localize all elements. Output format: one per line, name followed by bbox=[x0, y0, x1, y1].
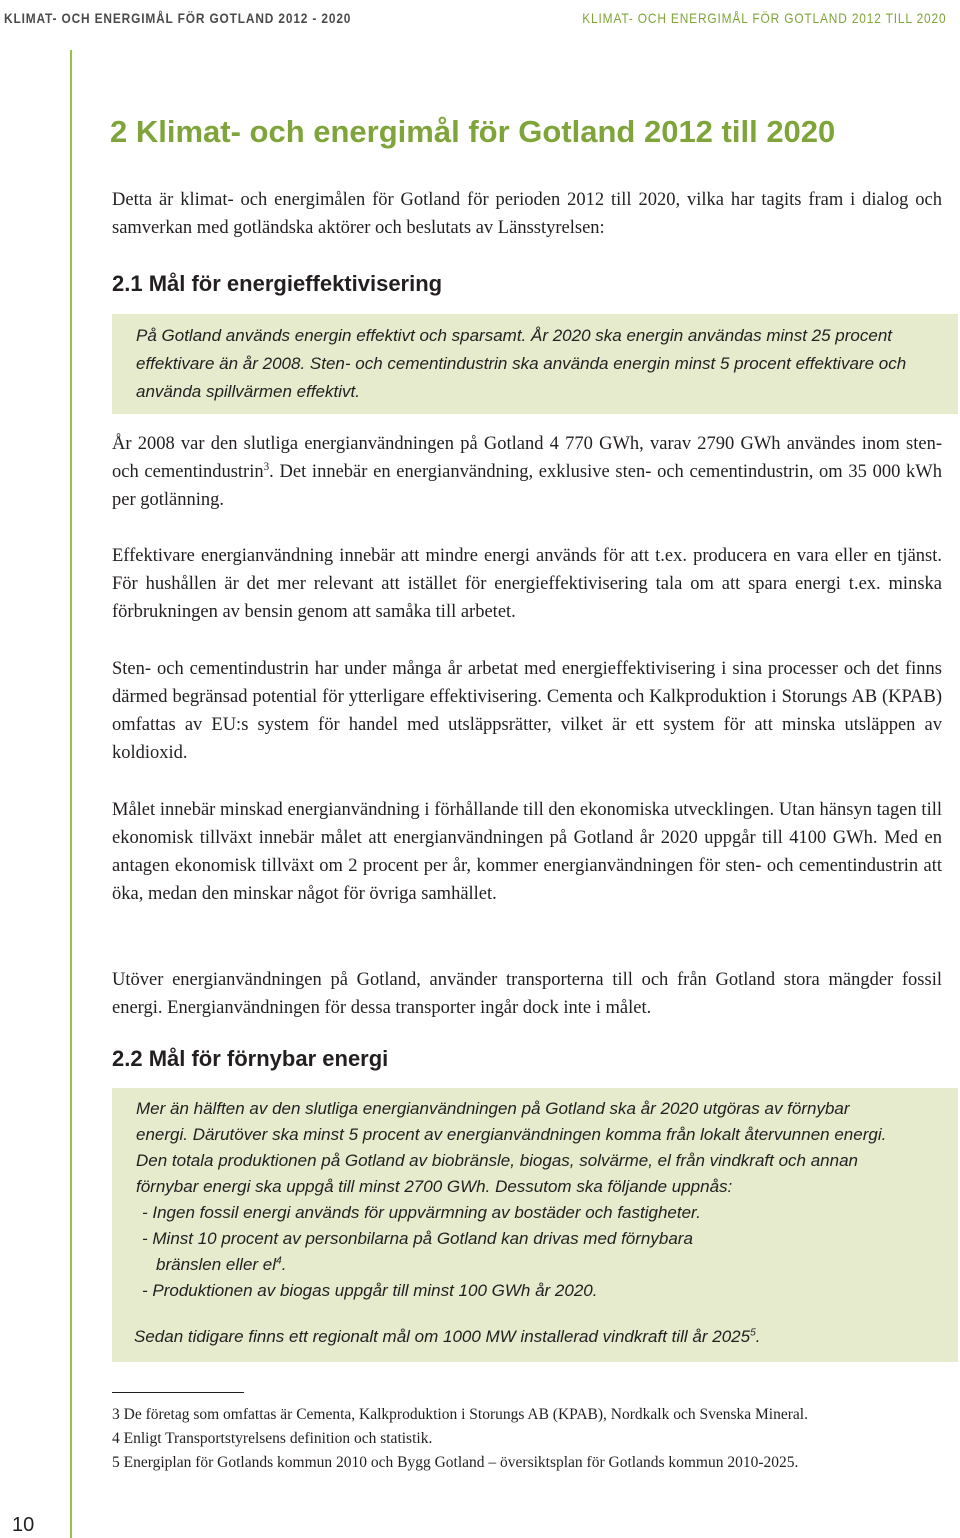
wind-text-a: Sedan tidigare finns ett regionalt mål om 1000 MW installerad vindkraft till år 2025 bbox=[134, 1327, 751, 1346]
wind-text-b: . bbox=[755, 1327, 761, 1346]
renewable-goal-line: Den totala produktionen på Gotland av biobränsle, biogas, solvärme, el från vindkraft och annan bbox=[136, 1151, 859, 1170]
running-header-right: KLIMAT- OCH ENERGIMÅL FÖR GOTLAND 2012 TILL 2020 bbox=[581, 10, 946, 26]
section-heading-2-2: 2.2 Mål för förnybar energi bbox=[112, 1046, 389, 1071]
renewable-goal-line: Mer än hälften av den slutliga energianvändningen på Gotland ska år 2020 utgöras av förnybar bbox=[136, 1099, 850, 1118]
footnote-ref-4: 4 bbox=[276, 1255, 282, 1267]
renewable-goal-line: energi. Därutöver ska minst 5 procent av energianvändningen komma från lokalt återvunnen energi. bbox=[136, 1125, 887, 1144]
left-margin-rule bbox=[70, 50, 72, 1538]
chapter-title: 2 Klimat- och energimål för Gotland 2012 till 2020 bbox=[110, 114, 836, 149]
footnote-5: 5 Energiplan för Gotlands kommun 2010 och Bygg Gotland – översiktsplan för Gotlands kommun 2010-2025. bbox=[112, 1454, 799, 1471]
renewable-goal-bullet-continuation bbox=[136, 1252, 930, 1278]
section-heading-2-1: 2.1 Mål för energieffektivisering bbox=[112, 271, 443, 296]
footnote-ref-3: 3 bbox=[263, 460, 270, 473]
paragraph-goal-meaning: Målet innebär minskad energianvändning i förhållande till den ekonomiska utvecklingen. Utan hänsyn tagen till ekonomisk tillväxt innebär målet att energianvändningen på Gotland år 2020 uppgår till 4100 GWh. Med en antagen ekonomisk tillväxt om 2 procent per år, kommer energianvändningen för sten- och cementindustrin att öka, medan den minskar något för övriga samhället. bbox=[112, 800, 942, 904]
running-header-left: KLIMAT- OCH ENERGIMÅL FÖR GOTLAND 2012 - 2020 bbox=[4, 10, 352, 26]
paragraph-transport: Utöver energianvändningen på Gotland, använder transporterna till och från Gotland stora mängder fossil energi. Energianvändningen för dessa transporter ingår dock inte i målet. bbox=[112, 970, 942, 1018]
bullet-text-a: bränslen eller el bbox=[156, 1255, 277, 1274]
renewable-goal-line: förnybar energi ska uppgå till minst 2700 GWh. Dessutom ska följande uppnås: bbox=[136, 1177, 733, 1196]
renewable-goal-bullet: - Ingen fossil energi används för uppvärmning av bostäder och fastigheter. bbox=[142, 1203, 701, 1222]
intro-paragraph: Detta är klimat- och energimålen för Gotland för perioden 2012 till 2020, vilka har tagits fram i dialog och samverkan med gotländska aktörer och beslutats av Länsstyrelsen: bbox=[112, 190, 942, 238]
wind-power-goal bbox=[134, 1324, 930, 1350]
renewable-goal-bullet: - Minst 10 procent av personbilarna på Gotland kan drivas med förnybara bbox=[142, 1229, 693, 1248]
p1-text-b: . Det innebär en energianvändning, exklusive sten- och cementindustrin, om 35 000 kWh per gotlänning. bbox=[112, 462, 943, 510]
paragraph-efficiency: Effektivare energianvändning innebär att mindre energi används för att t.ex. producera en vara eller en tjänst. För hushållen är det mer relevant att istället för energieffektivisering tala om att spara energi t.ex. minska förbrukningen av bensin genom att samåka till arbetet. bbox=[112, 546, 942, 622]
footnote-divider bbox=[112, 1392, 244, 1393]
page-number: 10 bbox=[12, 1514, 35, 1536]
footnote-4: 4 Enligt Transportstyrelsens definition och statistik. bbox=[112, 1430, 433, 1447]
renewable-goal-bullet: - Produktionen av biogas uppgår till minst 100 GWh år 2020. bbox=[142, 1281, 598, 1300]
footnote-ref-5: 5 bbox=[750, 1327, 756, 1339]
efficiency-goal-box bbox=[112, 314, 958, 414]
renewable-goal-box bbox=[112, 1088, 958, 1362]
efficiency-goal-text: På Gotland används energin effektivt och sparsamt. År 2020 ska energin användas minst 25 procent effektivare än år 2008. Sten- och cementindustrin ska använda energin minst 5 procent effektivare och använda spillvärmen effektivt. bbox=[136, 326, 907, 401]
p1-text-a: År 2008 var den slutliga energianvändningen på Gotland 4 770 GWh, varav 2790 GWh användes inom sten- och cementindustrin bbox=[112, 434, 942, 482]
paragraph-industry: Sten- och cementindustrin har under många år arbetat med energieffektivisering i sina processer och det finns därmed begränsad potential för ytterligare effektivisering. Cementa och Kalkproduktion i Storungs AB (KPAB) omfattas av EU:s system för handel med utsläppsrätter, vilket är ett system för att minska utsläppen av koldioxid. bbox=[112, 659, 942, 763]
footnote-3: 3 De företag som omfattas är Cementa, Kalkproduktion i Storungs AB (KPAB), Nordkalk och Svenska Mineral. bbox=[112, 1406, 808, 1423]
paragraph-energy-2008 bbox=[112, 430, 942, 514]
bullet-text-b: . bbox=[281, 1255, 287, 1274]
